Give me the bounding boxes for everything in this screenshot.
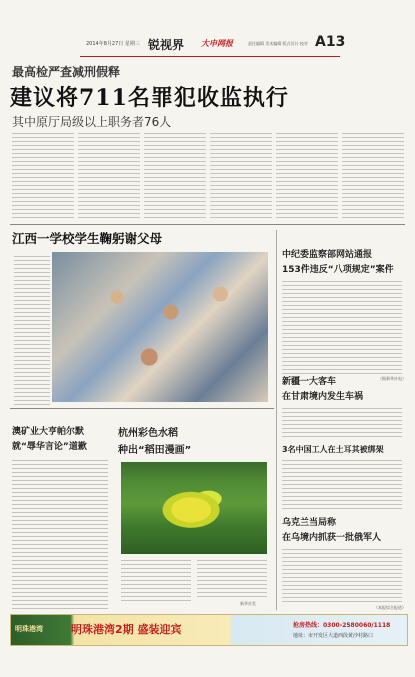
uigur-body xyxy=(282,460,402,510)
paper-logo: 大申网报 xyxy=(201,39,233,48)
masthead xyxy=(0,0,415,60)
bus-body xyxy=(282,408,402,438)
jiangxi-photo xyxy=(52,252,268,402)
palmer-headline-line-1: 澳矿业大亨帕尔默 xyxy=(12,427,85,437)
hangzhou-headline-line-1: 杭州彩色水稻 xyxy=(118,428,178,439)
palmer-headline-line-2: 就“辱华言论”道歉 xyxy=(12,442,87,452)
hangzhou-story xyxy=(118,424,270,456)
real-estate-ad xyxy=(10,614,408,646)
jiangxi-caption xyxy=(14,256,50,406)
ccdi-headline-line-1: 中纪委监察部网站通报 xyxy=(282,250,373,260)
date-line: 2014年8月27日 星期三 xyxy=(86,41,140,47)
right-column-divider xyxy=(276,230,277,610)
ad-address: 地址：市开发区大道西段黄沙村路口 xyxy=(293,633,374,639)
ccdi-credit: （据新华社电） xyxy=(378,376,406,381)
urumqi-headline-line-2: 在乌境内抓获一批俄军人 xyxy=(282,533,382,543)
lead-body-col-6 xyxy=(342,133,404,219)
jiangxi-headline: 江西一学校学生鞠躬谢父母 xyxy=(12,231,163,246)
hangzhou-caption-2 xyxy=(197,560,267,600)
urumqi-story xyxy=(282,515,406,611)
lead-headline: 建议将711名罪犯收监执行 xyxy=(10,85,289,111)
lead-body-col-5 xyxy=(276,133,338,219)
hangzhou-rice-photo xyxy=(121,462,267,554)
lead-kicker: 最高检严查减刑假释 xyxy=(12,65,121,79)
urumqi-credit: （本报综合报道） xyxy=(374,605,406,610)
palmer-body xyxy=(12,460,108,610)
ccdi-body xyxy=(282,281,402,376)
header-rule xyxy=(80,56,340,57)
hangzhou-credit: 新华社发 xyxy=(240,601,256,606)
section-divider xyxy=(10,224,405,225)
lead-body-col-2 xyxy=(78,133,140,219)
bus-headline-line-1: 新疆一大客车 xyxy=(282,377,337,387)
hangzhou-caption-1 xyxy=(121,560,191,604)
urumqi-headline-line-1: 乌克兰当局称 xyxy=(282,518,337,528)
urumqi-body xyxy=(282,549,402,605)
lead-subhead: 其中原厅局级以上职务者76人 xyxy=(12,115,172,129)
mid-divider xyxy=(10,408,274,409)
lead-body-col-4 xyxy=(210,133,272,219)
ccdi-story xyxy=(282,247,406,382)
ccdi-headline-line-2: 153件违反“八项规定”案件 xyxy=(282,265,394,275)
ad-phone: 抢房热线：0300-2580060/1118 xyxy=(293,622,391,629)
bus-headline-line-2: 在甘肃境内发生车祸 xyxy=(282,392,364,402)
ad-brand: 明珠港湾 xyxy=(15,625,43,633)
bus-story xyxy=(282,374,406,438)
uigur-headline: 3名中国工人在土耳其被绑架 xyxy=(282,445,384,454)
palmer-story xyxy=(12,424,112,610)
editor-tagline: 责任编辑 美术编辑 版式设计 校对 xyxy=(248,41,308,46)
uigur-story xyxy=(282,444,406,510)
lead-body-col-3 xyxy=(144,133,206,219)
section-name: 锐视界 xyxy=(148,38,185,52)
ad-slogan: 明珠港湾2期 盛装迎宾 xyxy=(71,623,182,636)
page-number: A13 xyxy=(315,34,346,50)
lead-body-col-1 xyxy=(12,133,74,219)
hangzhou-headline-line-2: 种出“稻田漫画” xyxy=(118,445,192,456)
